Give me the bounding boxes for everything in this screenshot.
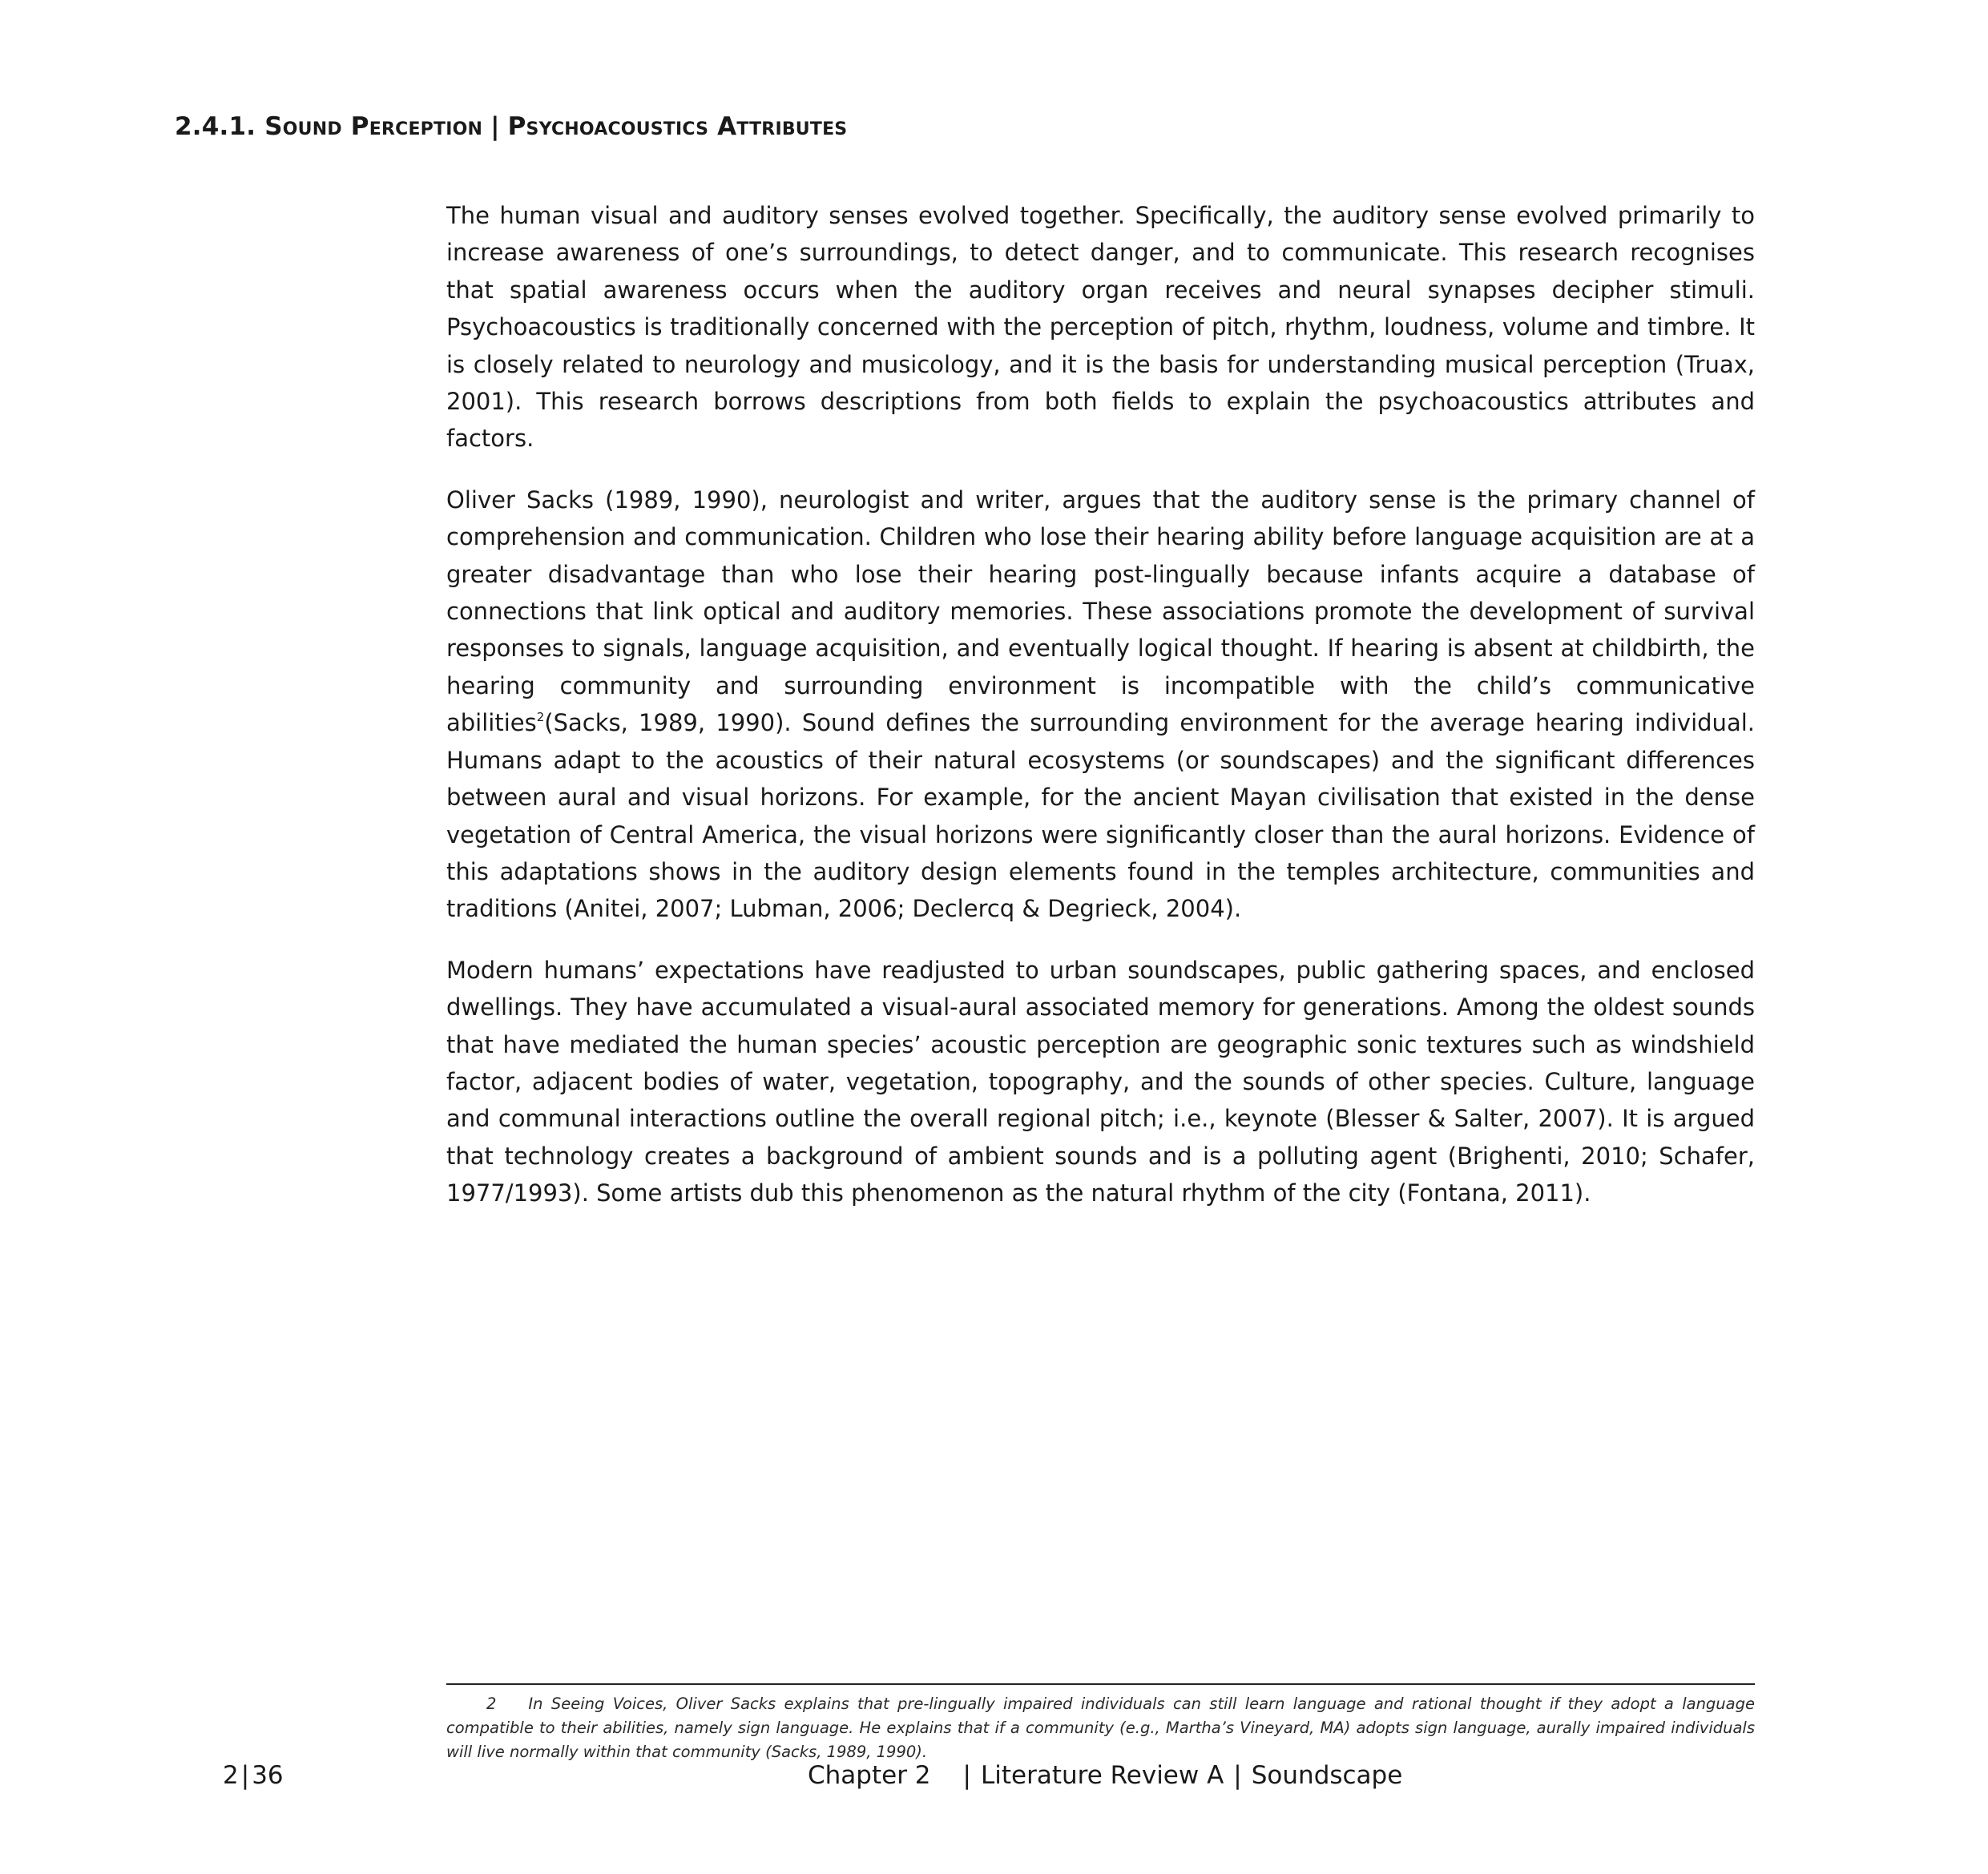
paragraph-2 (446, 482, 1755, 928)
footer-section: Literature Review A (980, 1761, 1224, 1790)
footnote-text: In Seeing Voices, Oliver Sacks explains that pre-lingually impaired individuals can still learn language and rational thought if they adopt a language compatible to their abilities, namely sign language. He explains that if a community (e.g., Martha’s Vineyard, MA) adopts sign language, aurally impaired individuals will live normally within that community (Sacks, 1989, 1990). (446, 1695, 1755, 1761)
section-subtitle: Psychoacoustics Attributes (507, 112, 848, 141)
footer-separator-1: | (962, 1761, 971, 1790)
paragraph-2-text-a: Oliver Sacks (1989, 1990), neurologist and writer, argues that the auditory sense is the primary channel of comprehension and communication. Children who lose their hearing ability before language acquisition are at a greater disadvantage than who lose their hearing post-lingually because infants acquire a database of connections that link optical and auditory memories. These associations promote the development of survival responses to signals, language acquisition, and eventually logical thought. If hearing is absent at childbirth, the hearing community and surrounding environment is incompatible with the child’s communicative abilities (446, 486, 1755, 737)
section-heading (175, 112, 847, 141)
body-text (446, 197, 1755, 1236)
section-number: 2.4.1. (175, 112, 256, 141)
footnote-divider (446, 1683, 1755, 1685)
footnote (446, 1692, 1755, 1764)
paragraph-2-text-b: (Sacks, 1989, 1990). Sound defines the surrounding environment for the average hearing individual. Humans adapt to the acoustics of their natural ecosystems (or soundscapes) and the significant differences between aural and visual horizons. For example, for the ancient Mayan civilisation that existed in the dense vegetation of Central America, the visual horizons were significantly closer than the aural horizons. Evidence of this adaptations shows in the auditory design elements found in the temples architecture, communities and traditions (Anitei, 2007; Lubman, 2006; Declercq & Degrieck, 2004). (446, 709, 1755, 923)
page-number-value: 36 (252, 1761, 284, 1790)
footnote-reference[interactable]: 2 (536, 710, 545, 725)
footer-chapter-label: Chapter 2 (808, 1761, 931, 1790)
heading-separator: | (490, 112, 500, 141)
footnote-number: 2 (486, 1695, 497, 1713)
footer-topic: Soundscape (1251, 1761, 1403, 1790)
paragraph-3: Modern humans’ expectations have readjusted to urban soundscapes, public gathering spaces, and enclosed dwellings. They have accumulated a visual-aural associated memory for generations. Among the oldest sounds that have mediated the human species’ acoustic perception are geographic sonic textures such as windshield factor, adjacent bodies of water, vegetation, topography, and the sounds of other species. Culture, language and communal interactions outline the overall regional pitch; i.e., keynote (Blesser & Salter, 2007). It is argued that technology creates a background of ambient sounds and is a polluting agent (Brighenti, 2010; Schafer, 1977/1993). Some artists dub this phenomenon as the natural rhythm of the city (Fontana, 2011). (446, 956, 1755, 1207)
running-footer (808, 1761, 1402, 1790)
page-number-separator: | (240, 1761, 250, 1790)
section-title: Sound Perception (264, 112, 483, 141)
page-chapter-number: 2 (223, 1761, 239, 1790)
paragraph-1: The human visual and auditory senses evolved together. Specifically, the auditory sense evolved primarily to increase awareness of one’s surroundings, to detect danger, and to communicate. This research recognises that spatial awareness occurs when the auditory organ receives and neural synapses decipher stimuli. Psychoacoustics is traditionally concerned with the perception of pitch, rhythm, loudness, volume and timbre. It is closely related to neurology and musicology, and it is the basis for understanding musical perception (Truax, 2001). This research borrows descriptions from both fields to explain the psychoacoustics attributes and factors. (446, 202, 1755, 453)
footer-separator-2: | (1233, 1761, 1242, 1790)
page-number (223, 1761, 284, 1790)
